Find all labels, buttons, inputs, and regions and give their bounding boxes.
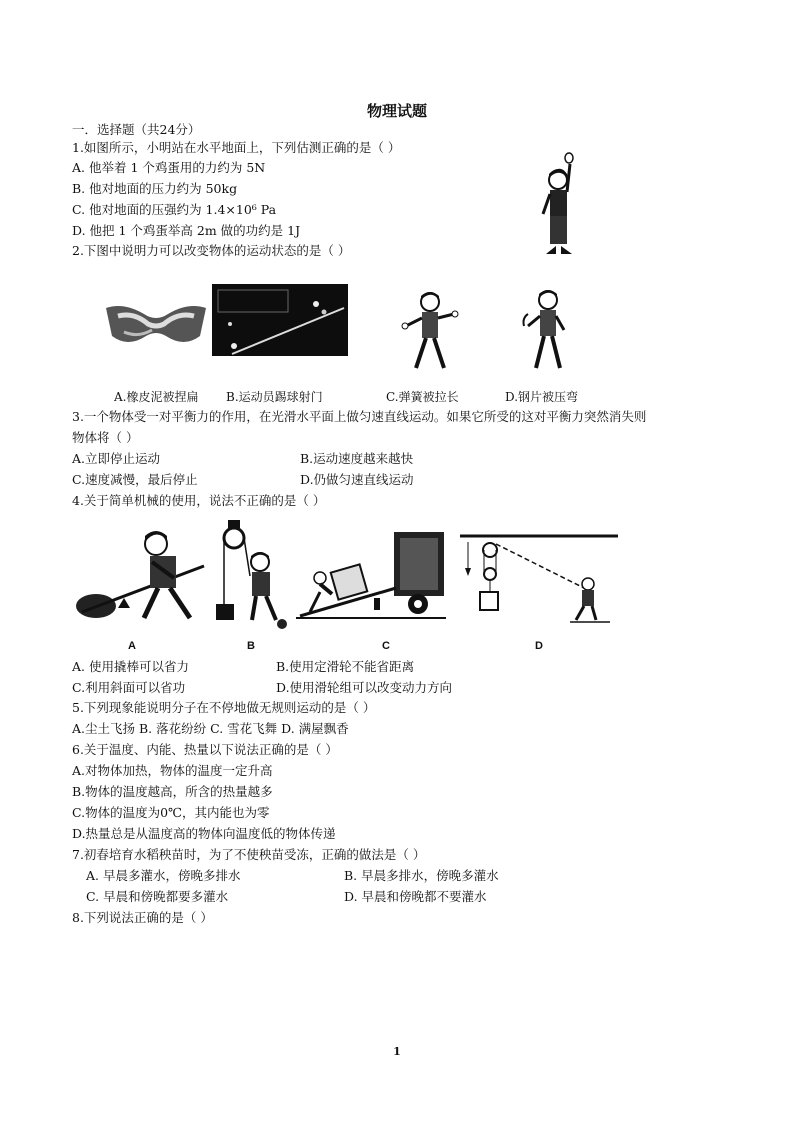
q3-option-b: B.运动速度越来越快 [300, 451, 414, 466]
q6-option-d: D.热量总是从温度高的物体向温度低的物体传递 [72, 826, 336, 841]
q2-option-b: B.运动员踢球射门 [226, 390, 323, 404]
q4-option-d: D.使用滑轮组可以改变动力方向 [276, 680, 453, 695]
q4-stem: 4.关于简单机械的使用，说法不正确的是（ ） [72, 493, 326, 508]
q4-option-b: B.使用定滑轮不能省距离 [276, 659, 415, 674]
q1-option-a: A. 他举着 1 个鸡蛋用的力约为 5N [72, 160, 266, 175]
q2-stem: 2.下图中说明力可以改变物体的运动状态的是（ ） [72, 243, 351, 258]
q1-stem: 1.如图所示，小明站在水平地面上，下列估测正确的是（ ） [72, 140, 401, 155]
boy-holding-egg-figure [528, 150, 588, 262]
q1-option-c: C. 他对地面的压强约为 1.4×10⁶ Pa [72, 202, 277, 217]
q4-label-d: D [535, 640, 543, 652]
q6-option-c: C.物体的温度为0℃，其内能也为零 [72, 805, 270, 820]
q7-option-d: D. 早晨和傍晚都不要灌水 [344, 889, 487, 904]
steel-sheet-bent-figure [518, 286, 574, 372]
incline-truck-figure [296, 528, 448, 624]
q3-option-c: C.速度减慢，最后停止 [72, 472, 198, 487]
q7-option-b: B. 早晨多排水，傍晚多灌水 [344, 868, 499, 883]
q7-option-a: A. 早晨多灌水，傍晚多排水 [86, 868, 241, 883]
fixed-pulley-figure [214, 520, 290, 630]
q4-option-c: C.利用斜面可以省功 [72, 680, 186, 695]
q1-option-d: D. 他把 1 个鸡蛋举高 2m 做的功约是 1J [72, 223, 301, 238]
q2-option-c: C.弹簧被拉长 [386, 390, 459, 404]
page-number: 1 [393, 1045, 401, 1058]
q4-option-a: A. 使用撬棒可以省力 [72, 659, 189, 674]
q3-stem: 3.一个物体受一对平衡力的作用，在光滑水平面上做匀速直线运动。如果它所受的这对平衡力突然消失则 [72, 409, 647, 424]
q5-stem: 5.下列现象能说明分子在不停地做无规则运动的是（ ） [72, 700, 376, 715]
q3-option-a: A.立即停止运动 [72, 451, 161, 466]
q7-option-c: C. 早晨和傍晚都要多灌水 [86, 889, 229, 904]
clay-squeezed-image [104, 300, 208, 350]
q8-stem: 8.下列说法正确的是（ ） [72, 910, 213, 925]
q3-stem-continued: 物体将（ ） [72, 430, 139, 445]
q4-label-c: C [382, 640, 390, 652]
crowbar-lever-figure [74, 526, 208, 624]
q6-stem: 6.关于温度、内能、热量以下说法正确的是（ ） [72, 742, 338, 757]
q6-option-b: B.物体的温度越高，所含的热量越多 [72, 784, 273, 799]
page-title: 物理试题 [366, 102, 427, 120]
q7-stem: 7.初春培育水稻秧苗时，为了不使秧苗受冻，正确的做法是（ ） [72, 847, 426, 862]
q2-option-d: D.钢片被压弯 [505, 390, 579, 404]
pulley-block-figure [460, 532, 618, 626]
q1-option-b: B. 他对地面的压力约为 50kg [72, 181, 238, 196]
q2-option-a: A.橡皮泥被捏扁 [114, 390, 199, 404]
spring-stretched-figure [400, 288, 460, 372]
q3-option-d: D.仍做匀速直线运动 [300, 472, 414, 487]
q6-option-a: A.对物体加热，物体的温度一定升高 [72, 763, 273, 778]
q4-label-a: A [128, 640, 136, 652]
q5-options: A.尘土飞扬 B. 落花纷纷 C. 雪花飞舞 D. 满屋飘香 [72, 721, 349, 736]
soccer-shot-image [212, 284, 348, 356]
q4-label-b: B [247, 640, 255, 652]
section-heading: 一．选择题（共24分） [72, 122, 201, 137]
